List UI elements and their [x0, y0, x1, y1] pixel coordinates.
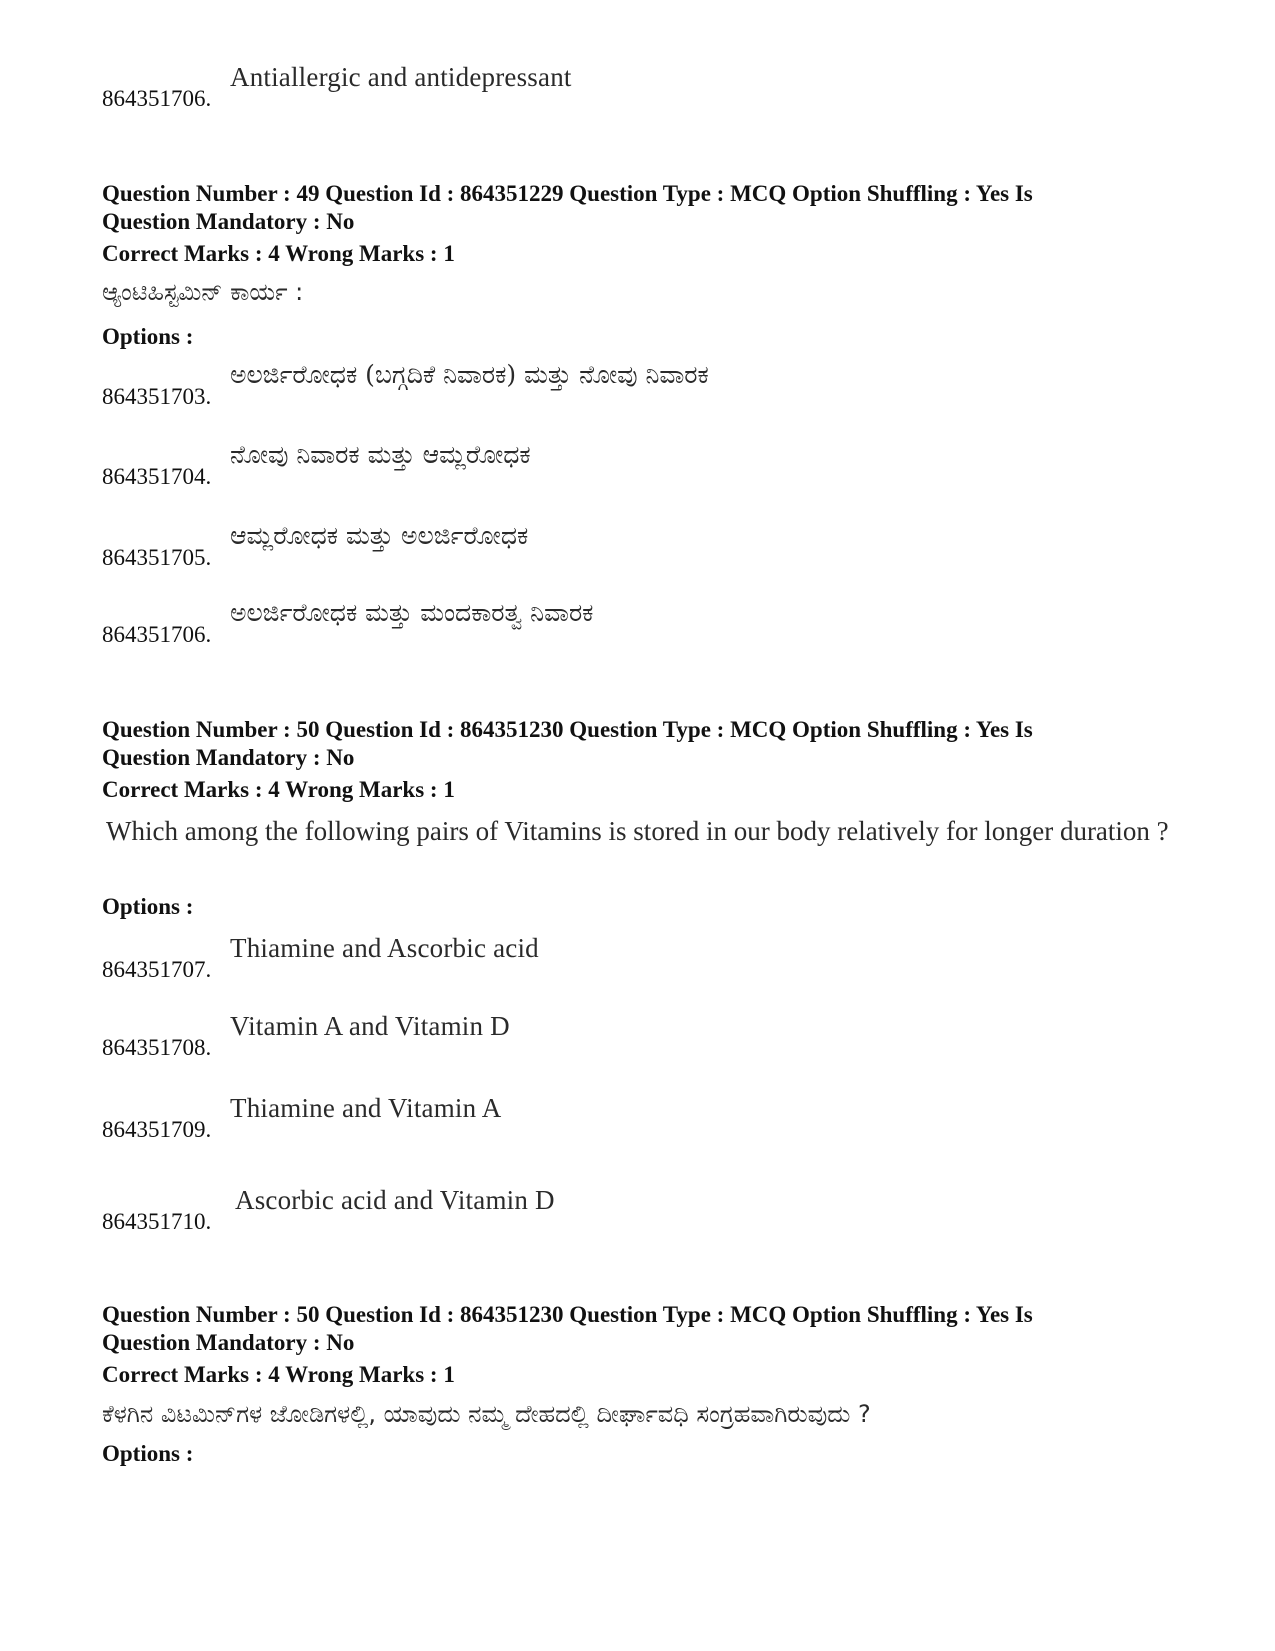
option-row [102, 360, 1202, 410]
question-meta-line-2: Question Mandatory : No [102, 209, 355, 234]
option-text: ಅಲರ್ಜಿರೋಧಕ ಮತ್ತು ಮಂದಕಾರತ್ವ ನಿವಾರಕ [230, 598, 594, 627]
options-label: Options : [102, 324, 194, 349]
question-marks: Correct Marks : 4 Wrong Marks : 1 [102, 1362, 455, 1387]
option-row [102, 1185, 1202, 1235]
question-header [102, 1301, 1182, 1389]
option-text: Ascorbic acid and Vitamin D [235, 1185, 555, 1215]
option-id: 864351706. [102, 622, 212, 647]
option-text: ಆಮ್ಲರೋಧಕ ಮತ್ತು ಅಲರ್ಜಿರೋಧಕ [230, 521, 529, 550]
option-id: 864351703. [102, 384, 212, 409]
option-id: 864351706. [102, 86, 212, 111]
options-label: Options : [102, 894, 194, 919]
option-row [102, 62, 1202, 112]
question-stem: Which among the following pairs of Vitamins is stored in our body relatively for longer duration ? [106, 816, 1169, 846]
option-row [102, 521, 1202, 571]
option-id: 864351707. [102, 957, 212, 982]
question-header [102, 716, 1182, 804]
option-id: 864351710. [102, 1209, 212, 1234]
option-text: ಅಲರ್ಜಿರೋಧಕ (ಬಗ್ಗದಿಕೆ ನಿವಾರಕ) ಮತ್ತು ನೋವು ನಿವಾರಕ [230, 360, 709, 389]
question-stem: ಕೆಳಗಿನ ವಿಟಮಿನ್‌ಗಳ ಜೋಡಿಗಳಲ್ಲಿ, ಯಾವುದು ನಮ್ಮ ದೇಹದಲ್ಲಿ ದೀರ್ಘಾವಧಿ ಸಂಗ್ರಹವಾಗಿರುವುದು ? [102, 1400, 871, 1428]
question-marks: Correct Marks : 4 Wrong Marks : 1 [102, 241, 455, 266]
option-id: 864351705. [102, 545, 212, 570]
question-stem: ಆ್ಯಂಟಿಹಿಸ್ಟಮಿನ್ ಕಾರ್ಯ : [102, 278, 304, 306]
question-header [102, 180, 1182, 268]
option-text: Antiallergic and antidepressant [230, 62, 572, 92]
option-row [102, 598, 1202, 648]
options-label: Options : [102, 1441, 194, 1466]
option-text: Thiamine and Ascorbic acid [230, 933, 539, 963]
option-id: 864351708. [102, 1035, 212, 1060]
question-meta-line-1: Question Number : 50 Question Id : 864351230 Question Type : MCQ Option Shuffling : Yes Is [102, 717, 1033, 742]
question-meta-line-1: Question Number : 49 Question Id : 864351229 Question Type : MCQ Option Shuffling : Yes Is [102, 181, 1033, 206]
option-text: Vitamin A and Vitamin D [230, 1011, 510, 1041]
question-meta-line-1: Question Number : 50 Question Id : 864351230 Question Type : MCQ Option Shuffling : Yes Is [102, 1302, 1033, 1327]
option-row [102, 1093, 1202, 1143]
option-text: ನೋವು ನಿವಾರಕ ಮತ್ತು ಆಮ್ಲರೋಧಕ [230, 440, 531, 469]
option-row [102, 933, 1202, 983]
option-row [102, 1011, 1202, 1061]
question-meta-line-2: Question Mandatory : No [102, 1330, 355, 1355]
question-marks: Correct Marks : 4 Wrong Marks : 1 [102, 777, 455, 802]
option-id: 864351709. [102, 1117, 212, 1142]
option-id: 864351704. [102, 464, 212, 489]
option-row [102, 440, 1202, 490]
option-text: Thiamine and Vitamin A [230, 1093, 502, 1123]
question-meta-line-2: Question Mandatory : No [102, 745, 355, 770]
